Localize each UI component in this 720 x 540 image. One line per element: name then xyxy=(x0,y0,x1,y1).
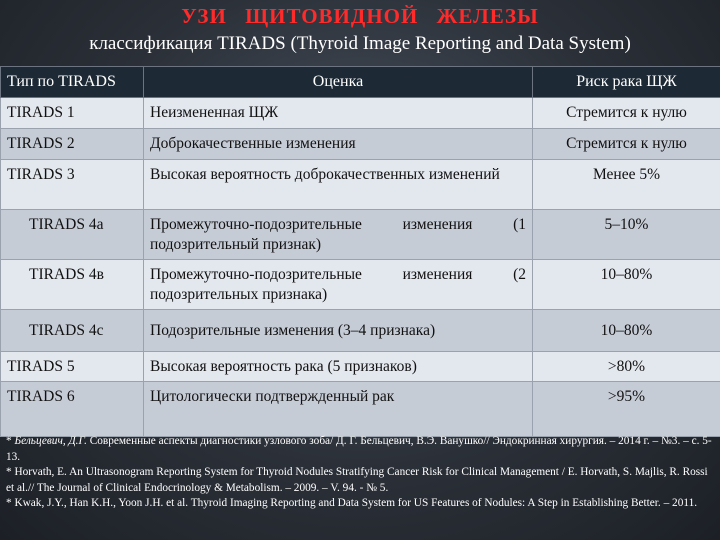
table-row xyxy=(1,310,720,352)
reference-1: * Бельцевич, Д.Г. Современные аспекты диагностики узлового зоба/ Д. Г. Бельцевич, В.Э. Ванушко// Эндокринная хирургия. – 2014 г. – №3. – с. 5-13. xyxy=(6,435,712,463)
cell-grade: TIRADS 1 xyxy=(1,98,144,129)
cell-assessment: Цитологически подтвержденный рак xyxy=(144,382,533,437)
header-risk: Риск рака ЩЖ xyxy=(533,67,720,98)
cell-grade: TIRADS 4в xyxy=(1,260,144,310)
cell-assessment: Доброкачественные изменения xyxy=(144,129,533,160)
table-row xyxy=(1,260,720,310)
cell-risk: Менее 5% xyxy=(533,160,720,210)
slide-subtitle: классификация TIRADS (Thyroid Image Reporting and Data System) xyxy=(89,33,631,54)
cell-grade: TIRADS 4a xyxy=(1,210,144,260)
tirads-table xyxy=(0,66,720,437)
cell-risk: >80% xyxy=(533,352,720,382)
cell-risk: Стремится к нулю xyxy=(533,98,720,129)
reference-3: * Kwak, J.Y., Han K.H., Yoon J.H. et al. Thyroid Imaging Reporting and Data System for US Features of Nodules: A Step in Establishing Better. – 2011. xyxy=(6,497,698,510)
cell-grade: TIRADS 6 xyxy=(1,382,144,437)
header-assessment: Оценка xyxy=(144,67,533,98)
cell-grade: TIRADS 2 xyxy=(1,129,144,160)
reference-1-text: Современные аспекты диагностики узлового зоба/ Д. Г. Бельцевич, В.Э. Ванушко// Эндокринная хирургия. – 2014 г. – №3. – с. 5-13. xyxy=(6,435,712,463)
cell-assessment: Высокая вероятность доброкачественных изменений xyxy=(144,160,533,210)
cell-assessment: Промежуточно-подозрительные изменения (2 подозрительных признака) xyxy=(144,260,533,310)
cell-assessment: Неизмененная ЩЖ xyxy=(144,98,533,129)
cell-assessment: Подозрительные изменения (3–4 признака) xyxy=(144,310,533,352)
cell-risk: 10–80% xyxy=(533,310,720,352)
reference-1-author: Бельцевич, Д.Г. xyxy=(14,435,87,447)
table-row xyxy=(1,98,720,129)
cell-risk: 5–10% xyxy=(533,210,720,260)
table-row xyxy=(1,352,720,382)
cell-assessment: Высокая вероятность рака (5 признаков) xyxy=(144,352,533,382)
cell-risk: Стремится к нулю xyxy=(533,129,720,160)
cell-risk: >95% xyxy=(533,382,720,437)
header-grade: Тип по TIRADS xyxy=(1,67,144,98)
table-header-row xyxy=(1,67,720,98)
cell-grade: TIRADS 5 xyxy=(1,352,144,382)
slide-title: УЗИ ЩИТОВИДНОЙ ЖЕЛЕЗЫ xyxy=(181,4,539,28)
reference-2: * Horvath, E. An Ultrasonogram Reporting System for Thyroid Nodules Stratifying Cancer Risk for Clinical Management / E. Horvath, S. Majlis, R. Rossi et al.// The Journal of Clinical Endocrinology & Metabolism. – 2009. – V. 94. - № 5. xyxy=(6,466,708,494)
references-footnote xyxy=(6,434,714,512)
cell-grade: TIRADS 3 xyxy=(1,160,144,210)
table-row xyxy=(1,129,720,160)
table-row xyxy=(1,210,720,260)
cell-assessment: Промежуточно-подозрительные изменения (1 подозрительный признак) xyxy=(144,210,533,260)
cell-grade: TIRADS 4c xyxy=(1,310,144,352)
cell-risk: 10–80% xyxy=(533,260,720,310)
table-row xyxy=(1,382,720,437)
table-row xyxy=(1,160,720,210)
